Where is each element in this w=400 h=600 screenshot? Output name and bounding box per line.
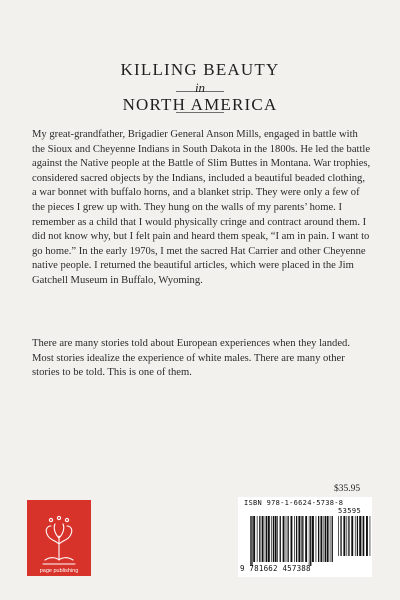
barcode-addon-bars [338,516,370,556]
barcode-bar [302,516,303,562]
publisher-logo-mark [27,500,91,576]
barcode-bar [309,516,310,566]
barcode-bar [318,516,319,562]
isbn-addon-digits: 53595 [338,507,362,515]
barcode-bar [327,516,329,562]
barcode-bar [257,516,258,562]
publisher-name: page publishing [39,568,79,574]
barcode-bar [366,516,368,556]
barcode-bar [294,516,295,562]
barcode-bar [330,516,331,562]
price-label: $35.95 [334,484,361,494]
barcode-bar [286,516,287,562]
barcode-bar [363,516,364,556]
barcode-bar [351,516,353,556]
barcode-bar [316,516,317,562]
barcode-bar [253,516,255,562]
barcode-bar [362,516,363,556]
barcode-bar [325,516,326,562]
barcode-bar [359,516,361,556]
barcode-bar [301,516,302,562]
isbn-label: ISBN 978-1-6624-5738-8 [244,499,344,507]
ean-digits: 9 781662 457388 [240,564,311,573]
barcode-bar [266,516,267,562]
barcode-bar [370,516,371,556]
barcode-bar [277,516,278,562]
body-paragraph-2: There are many stories told about European experiences when they landed. Most stories idealize the experience of white males. There are many other stories to be told. This is one of them. [32,338,350,379]
barcode-bar [310,516,311,566]
publisher-logo [27,500,91,576]
barcode-bar [283,516,285,562]
barcode-bar [273,516,274,562]
barcode-bar [357,516,358,556]
body-paragraph-1: My great-grandfather, Brigadier General Anson Mills, engaged in battle with the Sioux and Cheyenne Indians in South Dakota in the 1800s. He led the battle against the Native people at the Battle of Slim Buttes in Montana. War trophies, considered sacred objects by the Indians, included a beautiful beaded clothing, a war bonnet with buffalo horns, and a blanket strip. They were only a few of the pieces I grew up with. They hung on the walls of my parents’ home. I remember as a child that I would physically cringe and contract around them. I did not know why, but I felt pain and heard them speak, “I am in pain. I want to go home.” In the early 1970s, I met the sacred Hat Carrier and other Cheyenne native people. I returned the beautiful articles, which were placed in the Jim Gatchell Museum in Buffalo, Wyoming. [32,129,371,286]
barcode-bar [291,516,293,562]
barcode-bar [271,516,272,562]
barcode-bar [340,516,341,556]
barcode-bar [298,516,300,562]
barcode-main-bars [250,516,333,566]
barcode-bar [288,516,289,562]
barcode-bar [296,516,297,562]
barcode-bar [324,516,325,562]
title-line-2: in [194,80,206,95]
barcode-bar [268,516,270,562]
barcode-bar [305,516,307,562]
title-line-1: KILLING BEAUTY [120,60,280,79]
barcode-bar [355,516,356,556]
barcode-bar [280,516,281,562]
barcode-bar [265,516,266,562]
barcode-bar [332,516,333,562]
barcode-bar [250,516,251,566]
barcode-bar [346,516,347,556]
barcode-bar [251,516,252,566]
barcode-bar [275,516,277,562]
barcode-bar [262,516,264,562]
barcode-bar [259,516,260,562]
title-line-3: NORTH AMERICA [122,95,278,114]
barcode-bar [343,516,345,556]
barcode-bar [348,516,349,556]
barcode-bar [312,516,314,562]
barcode-bar [320,516,322,562]
barcode-bar [338,516,339,556]
